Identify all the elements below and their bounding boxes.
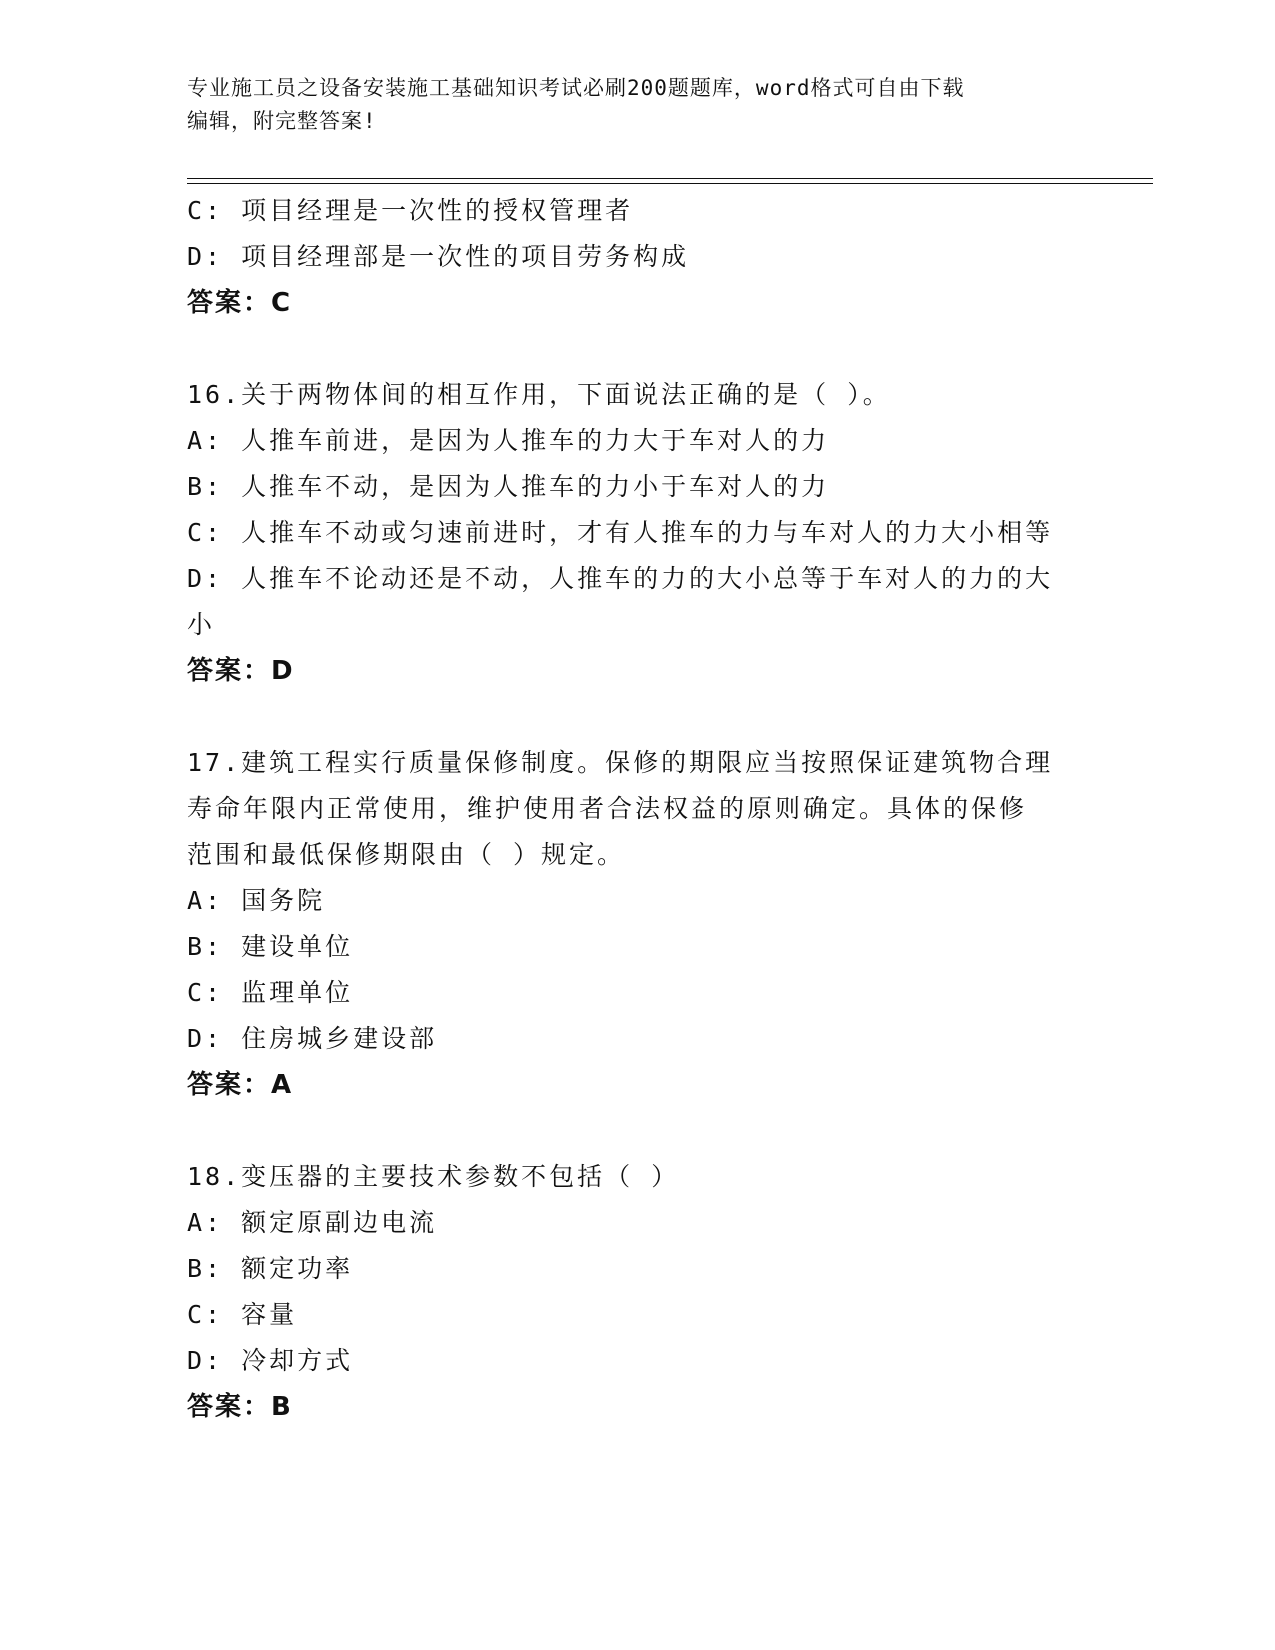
question-15-continued [187,188,1087,326]
question-17 [187,740,1087,1108]
question-18 [187,1154,1087,1430]
answer: 答案：B [187,1392,293,1422]
option-b: B: 人推车不动，是因为人推车的力小于车对人的力 [187,472,830,501]
header-divider-top [187,178,1153,179]
option-b: B: 额定功率 [187,1254,354,1283]
option-c: C: 项目经理是一次性的授权管理者 [187,196,634,225]
spacer [187,694,1087,740]
spacer [187,1108,1087,1154]
question-stem: 17.建筑工程实行质量保修制度。保修的期限应当按照保证建筑物合理 [187,748,1054,777]
option-c: C: 监理单位 [187,978,354,1007]
option-a: A: 额定原副边电流 [187,1208,438,1237]
header-line-1: 专业施工员之设备安装施工基础知识考试必刷200题题库，word格式可自由下载 [187,76,965,100]
option-d: D: 住房城乡建设部 [187,1024,438,1053]
question-stem: 寿命年限内正常使用，维护使用者合法权益的原则确定。具体的保修 [187,794,1028,823]
option-d-wrap: 小 [187,610,216,639]
document-body [187,188,1087,1430]
question-stem: 18.变压器的主要技术参数不包括（ ） [187,1162,680,1191]
option-c: C: 容量 [187,1300,298,1329]
spacer [187,326,1087,372]
option-d: D: 冷却方式 [187,1346,354,1375]
option-d: D: 项目经理部是一次性的项目劳务构成 [187,242,690,271]
answer: 答案：D [187,656,295,686]
option-b: B: 建设单位 [187,932,354,961]
header-line-2: 编辑，附完整答案! [187,109,377,133]
option-d: D: 人推车不论动还是不动，人推车的力的大小总等于车对人的力的大 [187,564,1054,593]
answer: 答案：C [187,288,293,318]
option-a: A: 人推车前进，是因为人推车的力大于车对人的力 [187,426,830,455]
option-a: A: 国务院 [187,886,326,915]
page-header [187,72,1087,138]
answer: 答案：A [187,1070,294,1100]
question-stem: 16.关于两物体间的相互作用，下面说法正确的是（ ）。 [187,380,891,409]
question-stem: 范围和最低保修期限由（ ）规定。 [187,840,626,869]
question-16 [187,372,1087,694]
option-c: C: 人推车不动或匀速前进时，才有人推车的力与车对人的力大小相等 [187,518,1054,547]
header-divider-bottom [187,183,1153,184]
